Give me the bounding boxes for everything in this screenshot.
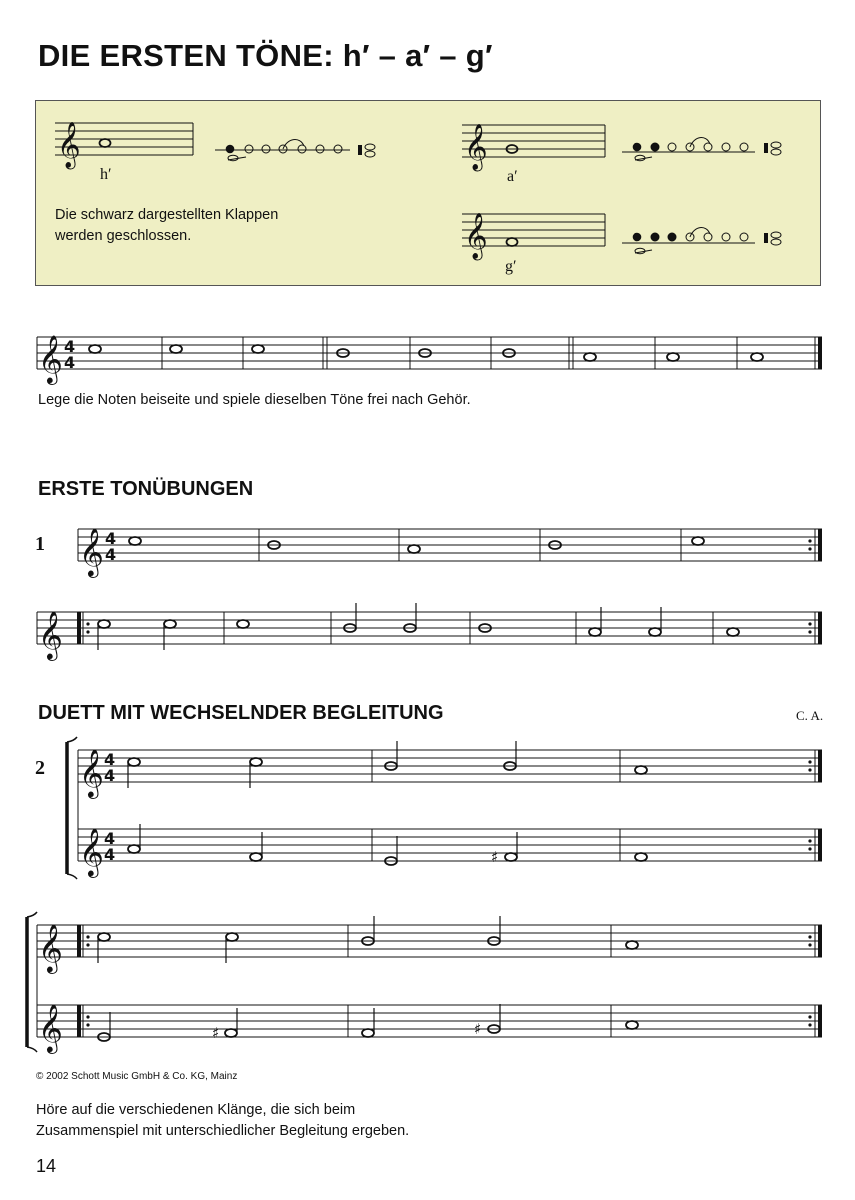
svg-text:♯: ♯: [212, 1024, 220, 1042]
page-number: 14: [36, 1156, 57, 1176]
section2-heading: DUETT MIT WECHSELNDER BEGLEITUNG: [38, 702, 444, 724]
svg-text:4: 4: [105, 529, 117, 548]
page-title: DIE ERSTEN TÖNE: h′ – a′ – g′: [38, 38, 493, 73]
svg-text:4: 4: [104, 750, 116, 769]
svg-text:4: 4: [104, 845, 116, 864]
note-label-a: a′: [507, 168, 518, 185]
footer-text-line1: Höre auf die verschiedenen Klänge, die sich beim: [36, 1102, 356, 1118]
svg-text:𝄞: 𝄞: [464, 213, 488, 259]
svg-text:♯: ♯: [491, 848, 499, 866]
svg-text:4: 4: [64, 353, 76, 372]
svg-text:𝄞: 𝄞: [57, 122, 81, 168]
svg-text:4: 4: [104, 829, 116, 848]
svg-text:4: 4: [105, 545, 117, 564]
svg-text:𝄞: 𝄞: [38, 1003, 63, 1052]
svg-text:𝄞: 𝄞: [79, 527, 104, 576]
svg-text:𝄞: 𝄞: [38, 923, 63, 972]
svg-text:𝄞: 𝄞: [38, 610, 63, 659]
svg-text:𝄞: 𝄞: [38, 334, 63, 383]
note-label-h: h′: [100, 166, 112, 183]
svg-text:4: 4: [104, 766, 116, 785]
intro-instruction: Lege die Noten beiseite und spiele dieselben Töne frei nach Gehör.: [38, 392, 471, 408]
svg-text:𝄞: 𝄞: [464, 124, 488, 170]
svg-text:♯: ♯: [474, 1020, 482, 1038]
note-label-g: g′: [505, 258, 517, 275]
svg-text:𝄞: 𝄞: [79, 748, 104, 797]
svg-text:4: 4: [64, 337, 76, 356]
svg-text:𝄞: 𝄞: [79, 827, 104, 876]
infobox-description-line2: werden geschlossen.: [55, 228, 192, 244]
exercise-number-2: 2: [35, 757, 45, 779]
exercise-number-1: 1: [35, 533, 45, 555]
infobox-description-line1: Die schwarz dargestellten Klappen: [55, 207, 279, 223]
section1-heading: ERSTE TONÜBUNGEN: [38, 478, 254, 500]
composer-initials: C. A.: [796, 708, 824, 723]
footer-text-line2: Zusammenspiel mit unterschiedlicher Begleitung ergeben.: [36, 1123, 410, 1139]
copyright-notice: © 2002 Schott Music GmbH & Co. KG, Mainz: [36, 1071, 238, 1082]
